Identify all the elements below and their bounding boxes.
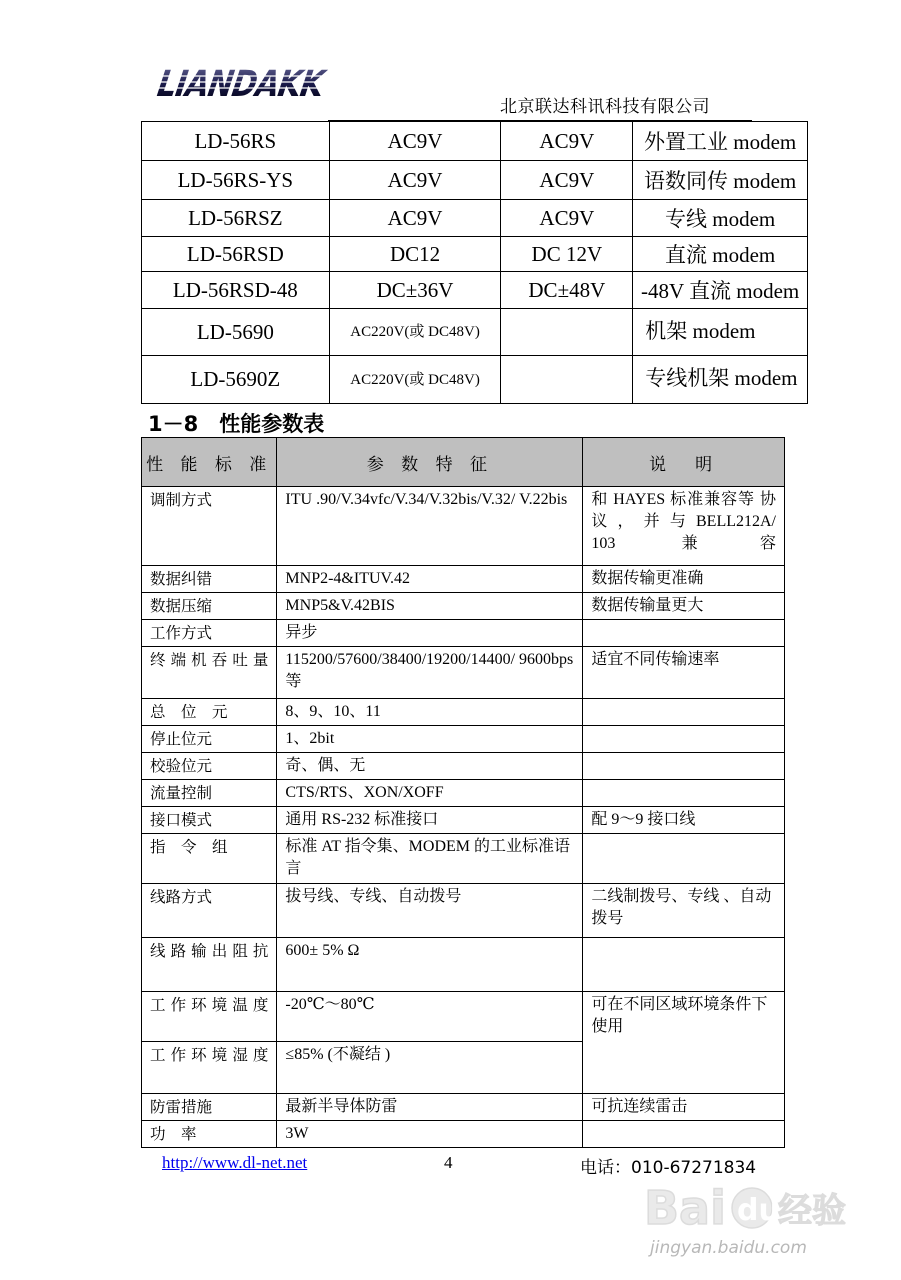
- spec-value: 异步: [277, 620, 583, 647]
- model-power: DC±36V: [329, 272, 501, 309]
- spec-note: [583, 1121, 785, 1148]
- spec-value: 拔号线、专线、自动拨号: [277, 884, 583, 938]
- model-name: LD-56RSZ: [142, 200, 330, 237]
- spec-name: 停止位元: [142, 726, 277, 753]
- table-header-row: [142, 438, 785, 487]
- model-power: [501, 309, 633, 356]
- model-power: AC9V: [501, 200, 633, 237]
- model-desc: 语数同传 modem: [633, 161, 808, 200]
- website-link[interactable]: http://www.dl-net.net: [162, 1153, 308, 1172]
- spec-name: 防雷措施: [142, 1094, 277, 1121]
- column-header: 说 明: [583, 438, 785, 487]
- model-power: DC 12V: [501, 237, 633, 272]
- model-desc: 机架 modem: [633, 309, 808, 356]
- spec-name: 线路方式: [142, 884, 277, 938]
- spec-name: 流量控制: [142, 780, 277, 807]
- spec-note: 可抗连续雷击: [583, 1094, 785, 1121]
- model-desc: -48V 直流 modem: [633, 272, 808, 309]
- table-row: [142, 272, 808, 309]
- table-row: [142, 1094, 785, 1121]
- spec-value: 1、2bit: [277, 726, 583, 753]
- section-title: 1－8 性能参数表: [148, 412, 325, 436]
- spec-table: [141, 437, 785, 1148]
- model-name: LD-56RS-YS: [142, 161, 330, 200]
- spec-value: ≤85% (不凝结 ): [277, 1042, 583, 1094]
- model-name: LD-56RS: [142, 122, 330, 161]
- spec-note: [583, 699, 785, 726]
- spec-name: 数据纠错: [142, 566, 277, 593]
- table-row: [142, 593, 785, 620]
- spec-name: 工作方式: [142, 620, 277, 647]
- model-name: LD-56RSD-48: [142, 272, 330, 309]
- spec-note: [583, 620, 785, 647]
- spec-name: 线 路 输 出 阻 抗: [142, 938, 277, 992]
- model-power: DC12: [329, 237, 501, 272]
- spec-value: MNP2-4&ITUV.42: [277, 566, 583, 593]
- table-row: [142, 647, 785, 699]
- table-row: [142, 938, 785, 992]
- spec-note: 配 9～9 接口线: [583, 807, 785, 834]
- column-header: 性 能 标 准: [142, 438, 277, 487]
- svg-text:du: du: [737, 1193, 780, 1228]
- spec-note: [583, 834, 785, 884]
- spec-note: [583, 753, 785, 780]
- spec-name: 功 率: [142, 1121, 277, 1148]
- table-row: [142, 780, 785, 807]
- spec-name: 终 端 机 吞 吐 量: [142, 647, 277, 699]
- phone-number: 电话：010-67271834: [580, 1158, 757, 1178]
- spec-value: CTS/RTS、XON/XOFF: [277, 780, 583, 807]
- table-row: [142, 807, 785, 834]
- table-row: [142, 487, 785, 566]
- page-number: 4: [444, 1153, 453, 1172]
- spec-name: 调制方式: [142, 487, 277, 566]
- model-desc: 专线 modem: [633, 200, 808, 237]
- spec-note: 可在不同区域环境条件下使用: [583, 992, 785, 1094]
- spec-value: 115200/57600/38400/19200/14400/ 9600bps 等: [277, 647, 583, 699]
- table-row: [142, 566, 785, 593]
- column-header: 参 数 特 征: [277, 438, 583, 487]
- model-name: LD-5690: [142, 309, 330, 356]
- spec-note: [583, 938, 785, 992]
- spec-name: 接口模式: [142, 807, 277, 834]
- model-power: AC9V: [501, 122, 633, 161]
- spec-value: 600± 5% Ω: [277, 938, 583, 992]
- table-row: [142, 356, 808, 404]
- model-power: DC±48V: [501, 272, 633, 309]
- spec-name: 工 作 环 境 温 度: [142, 992, 277, 1042]
- model-power: AC220V(或 DC48V): [329, 356, 501, 404]
- spec-note: 数据传输更准确: [583, 566, 785, 593]
- spec-value: ITU .90/V.34vfc/V.34/V.32bis/V.32/ V.22bis: [277, 487, 583, 566]
- table-row: [142, 753, 785, 780]
- table-row: [142, 834, 785, 884]
- spec-note: [583, 780, 785, 807]
- table-row: [142, 699, 785, 726]
- spec-value: -20℃～80℃: [277, 992, 583, 1042]
- model-name: LD-5690Z: [142, 356, 330, 404]
- spec-name: 工 作 环 境 湿 度: [142, 1042, 277, 1094]
- model-power: AC220V(或 DC48V): [329, 309, 501, 356]
- table-row: [142, 992, 785, 1042]
- spec-value: 8、9、10、11: [277, 699, 583, 726]
- model-desc: 直流 modem: [633, 237, 808, 272]
- spec-name: 校验位元: [142, 753, 277, 780]
- spec-name: 数据压缩: [142, 593, 277, 620]
- spec-name: 指 令 组: [142, 834, 277, 884]
- spec-value: MNP5&V.42BIS: [277, 593, 583, 620]
- table-row: [142, 161, 808, 200]
- spec-value: 最新半导体防雷: [277, 1094, 583, 1121]
- model-power: AC9V: [501, 161, 633, 200]
- model-power: AC9V: [329, 200, 501, 237]
- table-row: [142, 884, 785, 938]
- svg-text:LIANDAKK: LIANDAKK: [151, 62, 365, 105]
- table-row: [142, 309, 808, 356]
- liandakk-logo: [147, 62, 365, 106]
- model-name: LD-56RSD: [142, 237, 330, 272]
- table-row: [142, 200, 808, 237]
- spec-note: 二线制拨号、专线 、自动拨号: [583, 884, 785, 938]
- spec-note: 适宜不同传输速率: [583, 647, 785, 699]
- table-row: [142, 122, 808, 161]
- spec-value: 3W: [277, 1121, 583, 1148]
- company-name: 北京联达科讯科技有限公司: [500, 97, 710, 117]
- spec-name: 总 位 元: [142, 699, 277, 726]
- spec-note: 数据传输量更大: [583, 593, 785, 620]
- spec-note: [583, 726, 785, 753]
- table-row: [142, 237, 808, 272]
- model-power: AC9V: [329, 122, 501, 161]
- svg-text:Bai: Bai: [644, 1181, 726, 1235]
- table-row: [142, 726, 785, 753]
- watermark-domain: jingyan.baidu.com: [650, 1238, 807, 1258]
- model-power: [501, 356, 633, 404]
- svg-text:经验: 经验: [778, 1191, 846, 1231]
- spec-value: 通用 RS-232 标准接口: [277, 807, 583, 834]
- spec-value: 奇、偶、无: [277, 753, 583, 780]
- model-power: AC9V: [329, 161, 501, 200]
- spec-value: 标准 AT 指令集、MODEM 的工业标准语言: [277, 834, 583, 884]
- model-table: [141, 121, 808, 404]
- table-row: [142, 620, 785, 647]
- table-row: [142, 1121, 785, 1148]
- model-desc: 专线机架 modem: [633, 356, 808, 404]
- spec-note: 和 HAYES 标准兼容等 协 议 ， 并 与 BELL212A/ 103 兼容: [583, 487, 785, 566]
- model-desc: 外置工业 modem: [633, 122, 808, 161]
